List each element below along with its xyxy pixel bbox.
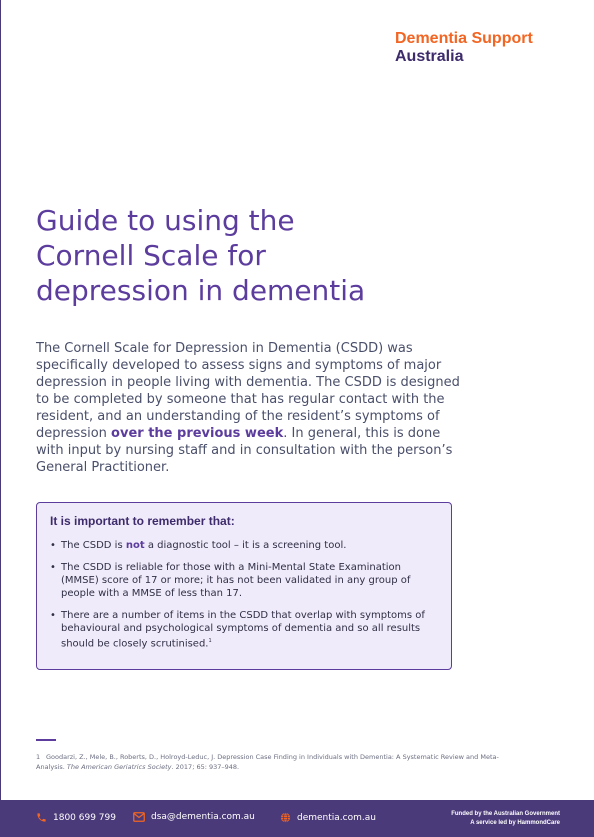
footer-website[interactable] (280, 812, 376, 823)
title-line2: Cornell Scale for (36, 239, 266, 272)
email-address: dsa@dementia.com.au (151, 812, 255, 822)
funded-by: Funded by the Australian Government (451, 811, 560, 817)
phone-number: 1800 699 799 (53, 812, 116, 823)
callout-item-not-diagnostic (50, 539, 437, 552)
footer-email[interactable] (133, 812, 255, 822)
item3-text: There are a number of items in the CSDD that overlap with symptoms of behavioural and psychological symptoms of dementia and so all results should be closely scrutinised. (61, 610, 425, 650)
globe-icon (280, 812, 291, 823)
callout-item-mmse-reliability (50, 561, 437, 600)
item2-text: The CSDD is reliable for those with a Mini-Mental State Examination (MMSE) score of 17 or more; it has not been validated in any group of people with a MMSE of less than 17. (61, 562, 411, 599)
title-line3: depression in dementia (36, 274, 366, 307)
footnote-text-after: . 2017; 65: 937–948. (171, 763, 240, 771)
footnote-journal: The American Geriatrics Society (66, 763, 172, 771)
callout-list (50, 539, 437, 650)
footer-bar (0, 800, 594, 837)
footnote-ref: 1 (208, 638, 212, 644)
footnote (36, 752, 516, 772)
footer-credit (400, 810, 560, 827)
item1-emphasis: not (125, 540, 145, 551)
footnote-number: 1 (36, 753, 41, 761)
left-edge-rule (0, 0, 1, 800)
bullet-icon: • (50, 562, 56, 573)
intro-text-before: The Cornell Scale for Depression in Dementia (CSDD) was specifically developed to assess signs and symptoms of major depression in people living with dementia. The CSDD is designed to be completed by someone that has regular contact with the resident, and an understanding of the resident’s symptoms of depression (36, 341, 460, 441)
service-by: A service led by HammondCare (470, 819, 560, 826)
intro-text-after: . In general, this is done with input by nursing staff and in consultation with the person’s General Practitioner. (36, 426, 453, 475)
bullet-icon: • (50, 540, 56, 551)
footnote-text-before: Goodarzi, Z., Mele, B., Roberts, D., Holroyd-Leduc, J. Depression Case Finding in Individuals with Dementia: A Systematic Review and Meta-Analysis. (36, 753, 499, 771)
logo-line1: Dementia Support (395, 30, 533, 47)
callout-item-overlap (50, 609, 437, 650)
intro-paragraph (36, 340, 460, 476)
page-title (36, 203, 456, 308)
footer-phone[interactable] (36, 812, 116, 823)
bullet-icon: • (50, 610, 56, 621)
footnote-divider (36, 739, 56, 741)
callout-heading: It is important to remember that: (50, 514, 235, 528)
callout-box (36, 502, 452, 670)
title-line1: Guide to using the (36, 204, 295, 237)
website-url: dementia.com.au (297, 812, 376, 823)
phone-icon (36, 812, 47, 823)
item1-after: a diagnostic tool – it is a screening tool. (144, 540, 347, 551)
logo (395, 30, 533, 66)
intro-emphasis: over the previous week (111, 426, 284, 441)
logo-line2: Australia (395, 48, 464, 65)
item1-before: The CSDD is (61, 540, 126, 551)
email-icon (133, 812, 145, 822)
